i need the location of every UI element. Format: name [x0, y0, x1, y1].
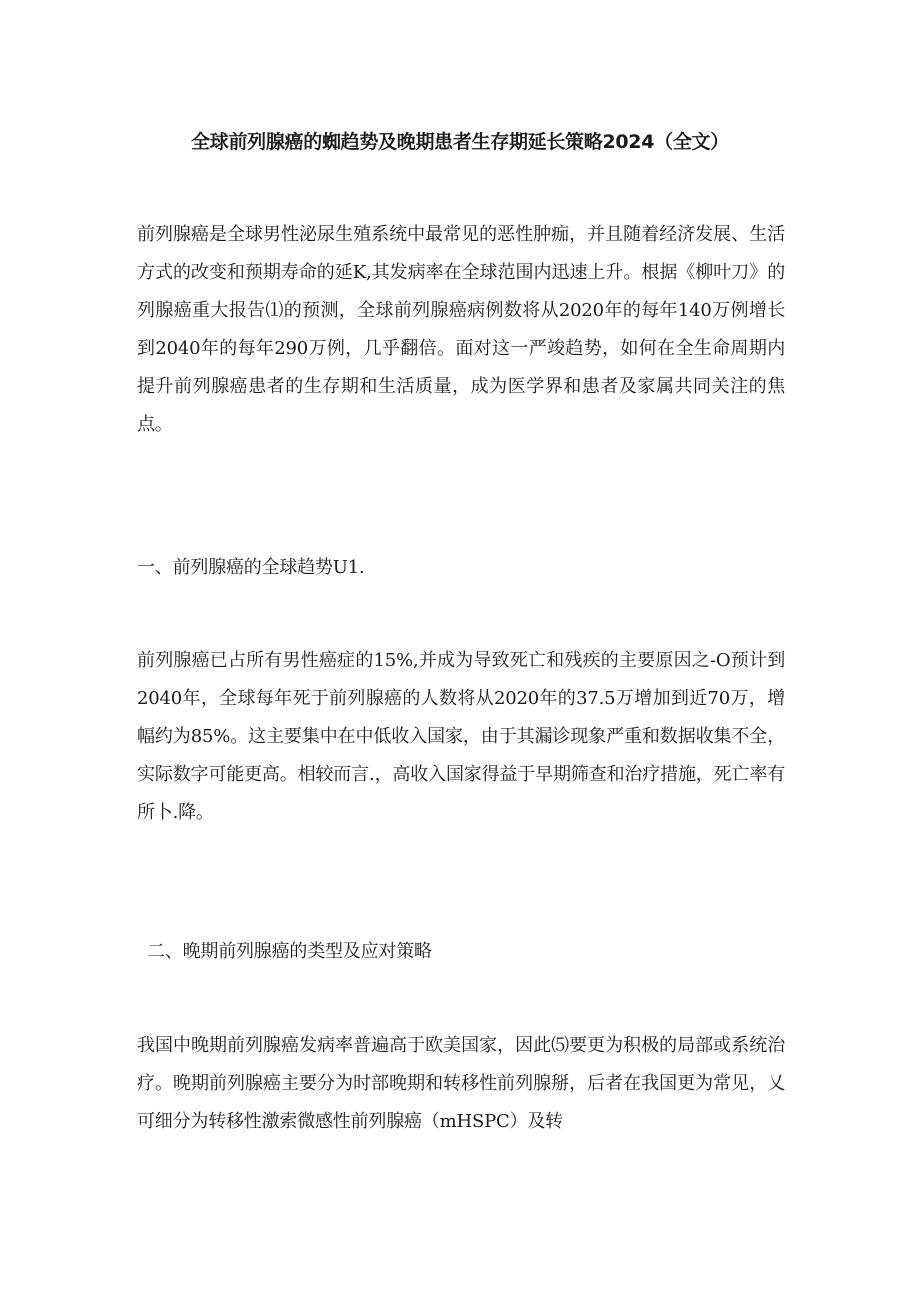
section-heading-advanced-types: 二、晚期前列腺癌的类型及应对策略 — [147, 941, 432, 962]
document-title: 全球前列腺癌的蜘趋势及晚期患者生存期延长策略2024（全文） — [191, 131, 729, 153]
section-heading-global-trend: 一、前列腺癌的全球趋势U1. — [137, 557, 365, 578]
paragraph-advanced-types: 我国中晚期前列腺癌发病率普遍高于欧美国家，因此⑸要更为积极的局部或系统治疗。晚期前列腺癌主要分为时部晚期和转移性前列腺掰，后者在我国更为常见，乂可细分为转移性激索微感性前列腺癌（mHSPC）及转 — [137, 1035, 785, 1132]
paragraph-intro: 前列腺癌是全球男性泌尿生殖系统中最常见的恶性肿痂，并且随着经济发展、生活方式的改变和预期寿命的延K,其发病率在全球范围内迅速上升。根据《柳叶刀》的列腺癌重大报告⑴的预测，全球前列腺癌病例数将从2020年的每年140万例增长到2040年的每年290万例，几乎翻倍。面对这一严竣趋势，如何在全生命周期内提升前列腺癌患者的生存期和生活质量，成为医学界和患者及家属共同关注的焦点。 — [137, 224, 785, 435]
paragraph-global-trend: 前列腺癌已占所有男性癌症的15%,并成为导致死亡和残疾的主要原因之-O预计到2040年，全球每年死于前列腺癌的人数将从2020年的37.5万增加到近70万，增幅约为85%。这主要集中在中低收入国家，由于其漏诊现象严重和数据收集不全，实际数字可能更高。相较而言.，高收入国家得益于早期筛查和治疗措施，死亡率有所卜.降。 — [137, 650, 785, 823]
